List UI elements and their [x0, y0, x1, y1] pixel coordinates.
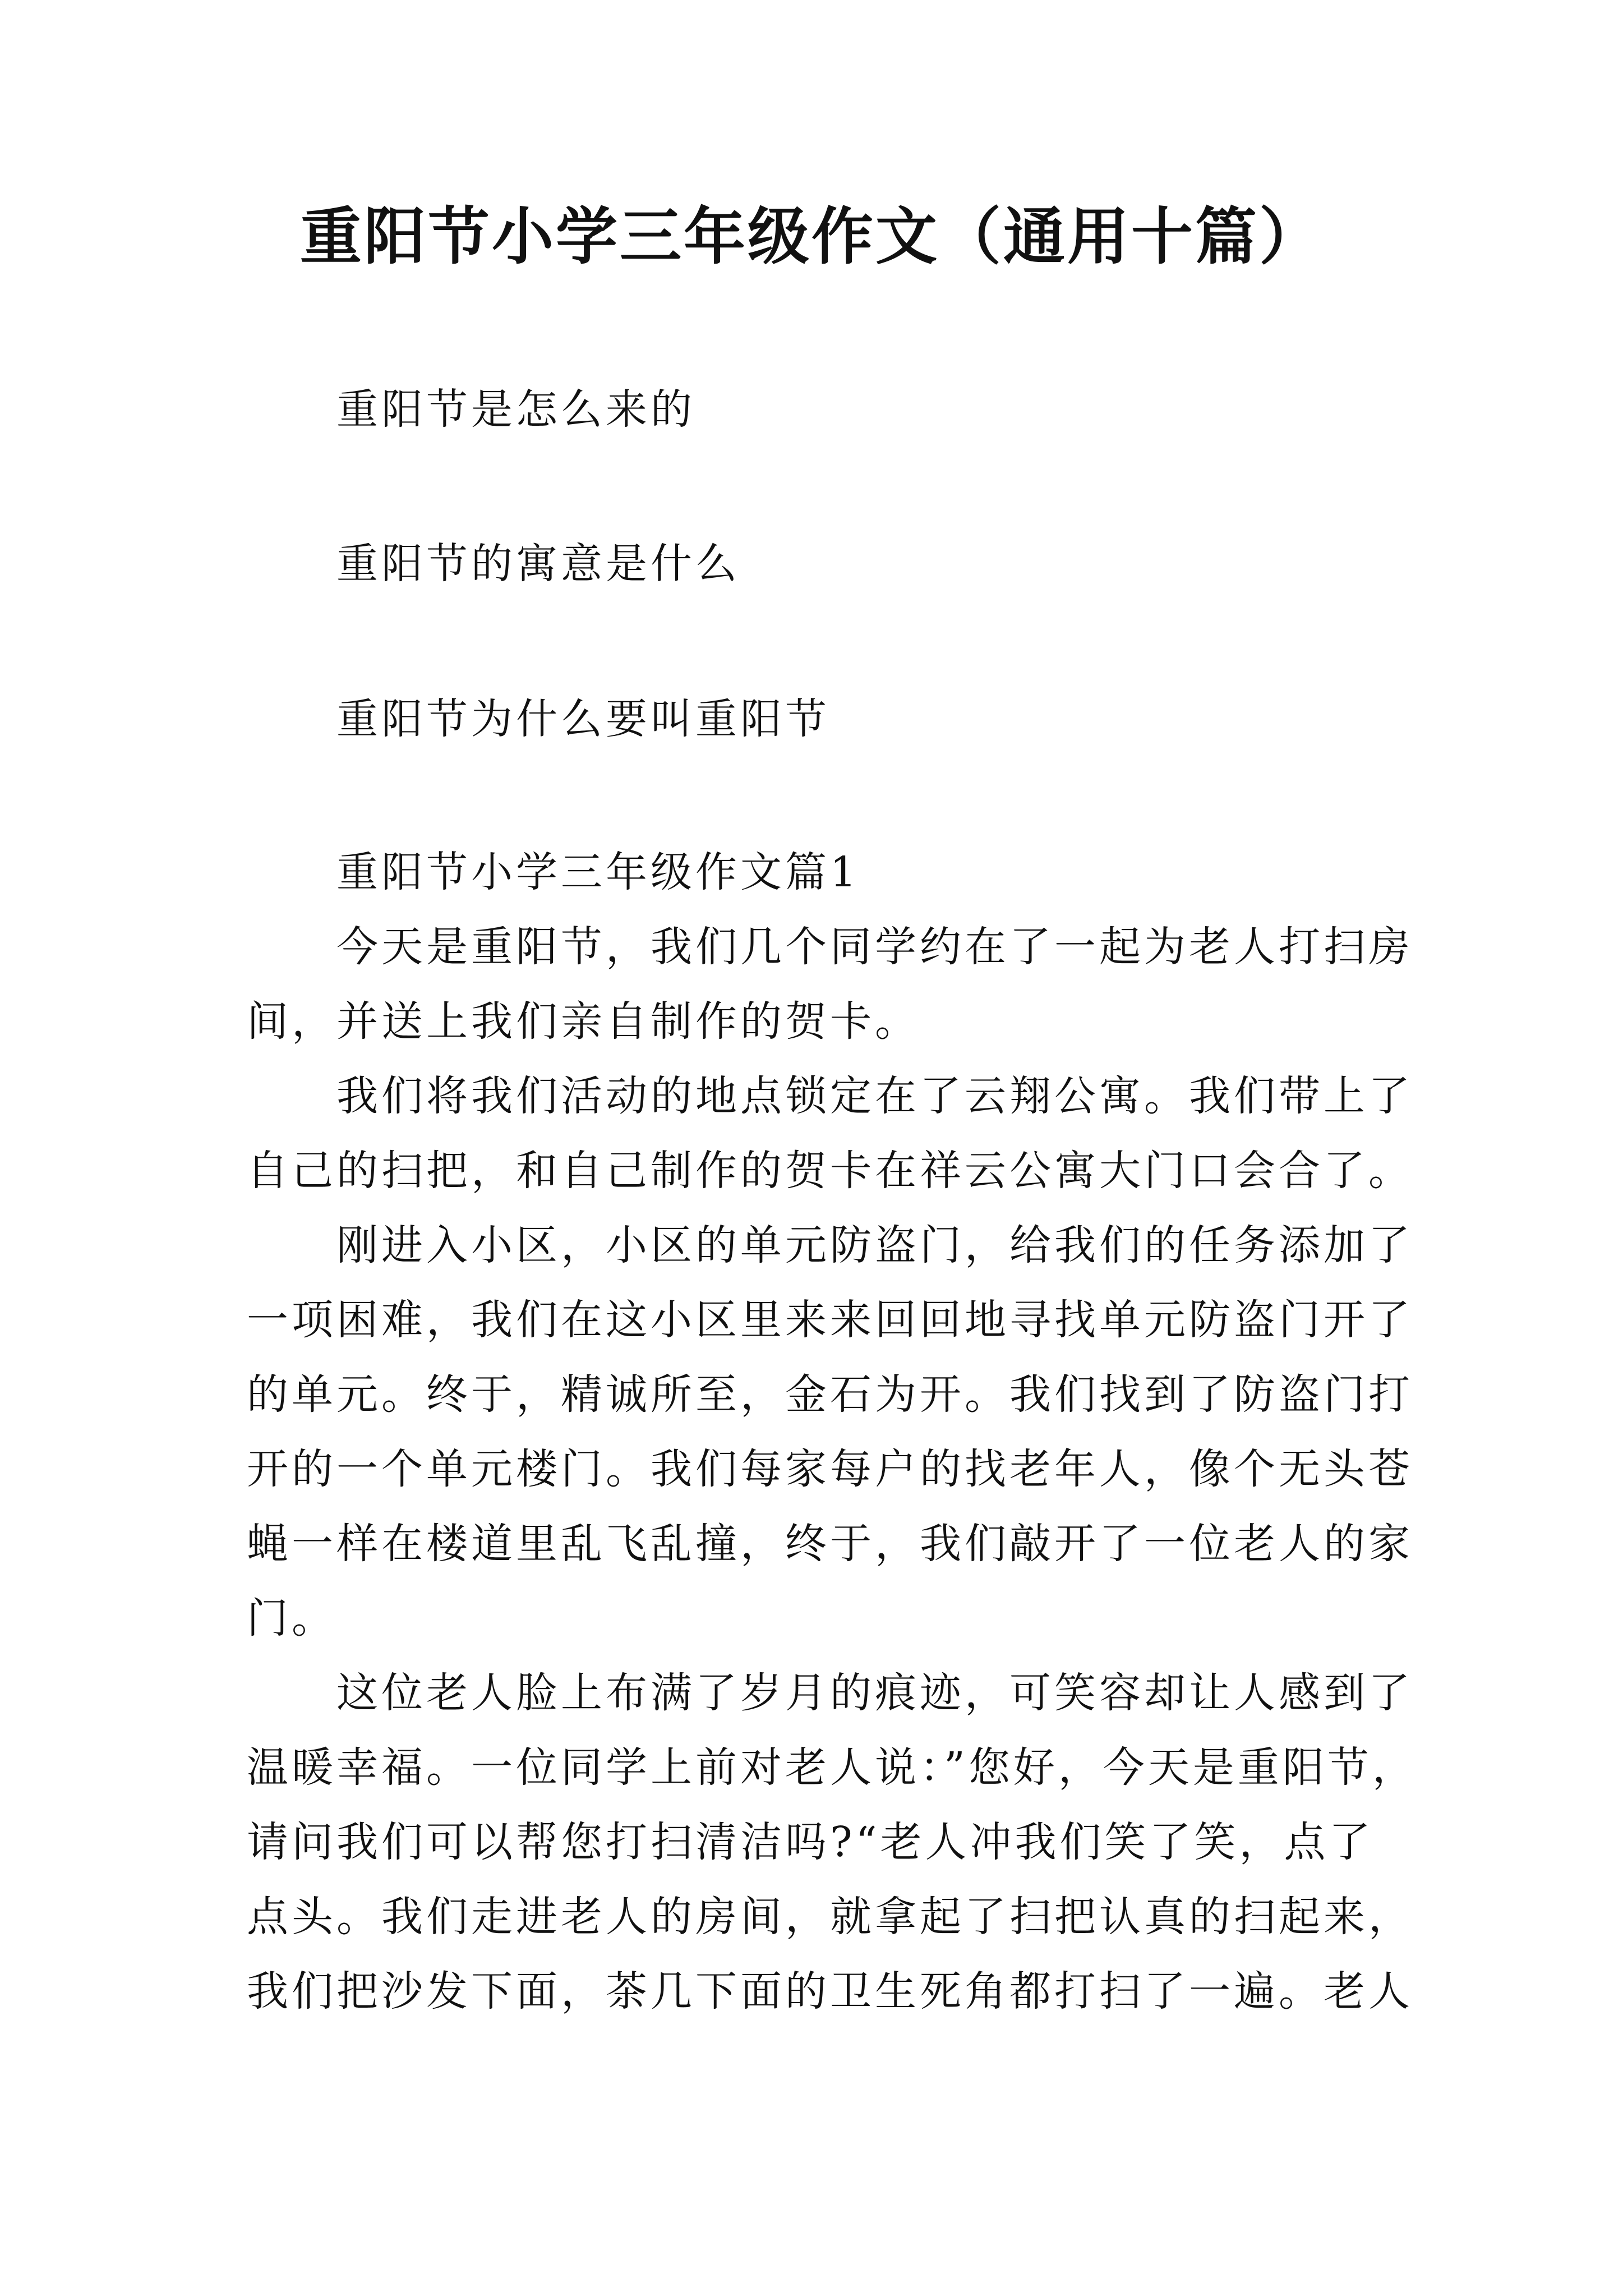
paragraph-line: 今天是重阳节，我们几个同学约在了一起为老人打扫房 — [336, 923, 1413, 971]
paragraph-line: 刚进入小区，小区的单元防盗门，给我们的任务添加了 — [336, 1221, 1413, 1269]
paragraph-line: 门。 — [247, 1594, 336, 1642]
paragraph-line: 这位老人脸上布满了岁月的痕迹，可笑容却让人感到了 — [336, 1669, 1413, 1717]
toc-item-origin: 重阳节是怎么来的 — [336, 385, 695, 434]
section-heading: 重阳节小学三年级作文篇1 — [336, 848, 860, 896]
paragraph-line: 请问我们可以帮您打扫清洁吗?“老人冲我们笑了笑，点了 — [247, 1818, 1374, 1866]
toc-item-meaning: 重阳节的寓意是什么 — [336, 540, 740, 588]
toc-item-naming: 重阳节为什么要叫重阳节 — [336, 695, 830, 743]
paragraph-line: 一项困难，我们在这小区里来来回回地寻找单元防盗门开了 — [247, 1296, 1413, 1344]
paragraph-line: 间，并送上我们亲自制作的贺卡。 — [247, 997, 920, 1046]
paragraph-line: 温暖幸福。一位同学上前对老人说：”您好，今天是重阳节， — [247, 1743, 1417, 1792]
paragraph-line: 我们将我们活动的地点锁定在了云翔公寓。我们带上了 — [336, 1072, 1413, 1120]
paragraph-line: 开的一个单元楼门。我们每家每户的找老年人，像个无头苍 — [247, 1445, 1413, 1493]
paragraph-line: 我们把沙发下面，茶几下面的卫生死角都打扫了一遍。老人 — [247, 1967, 1413, 2016]
paragraph-line: 点头。我们走进老人的房间，就拿起了扫把认真的扫起来， — [247, 1893, 1413, 1941]
paragraph-line: 的单元。终于，精诚所至，金石为开。我们找到了防盗门打 — [247, 1370, 1413, 1419]
paragraph-line: 自己的扫把，和自己制作的贺卡在祥云公寓大门口会合了。 — [247, 1147, 1413, 1195]
document-title: 重阳节小学三年级作文（通用十篇） — [300, 200, 1323, 273]
paragraph-line: 蝇一样在楼道里乱飞乱撞，终于，我们敲开了一位老人的家 — [247, 1520, 1413, 1568]
